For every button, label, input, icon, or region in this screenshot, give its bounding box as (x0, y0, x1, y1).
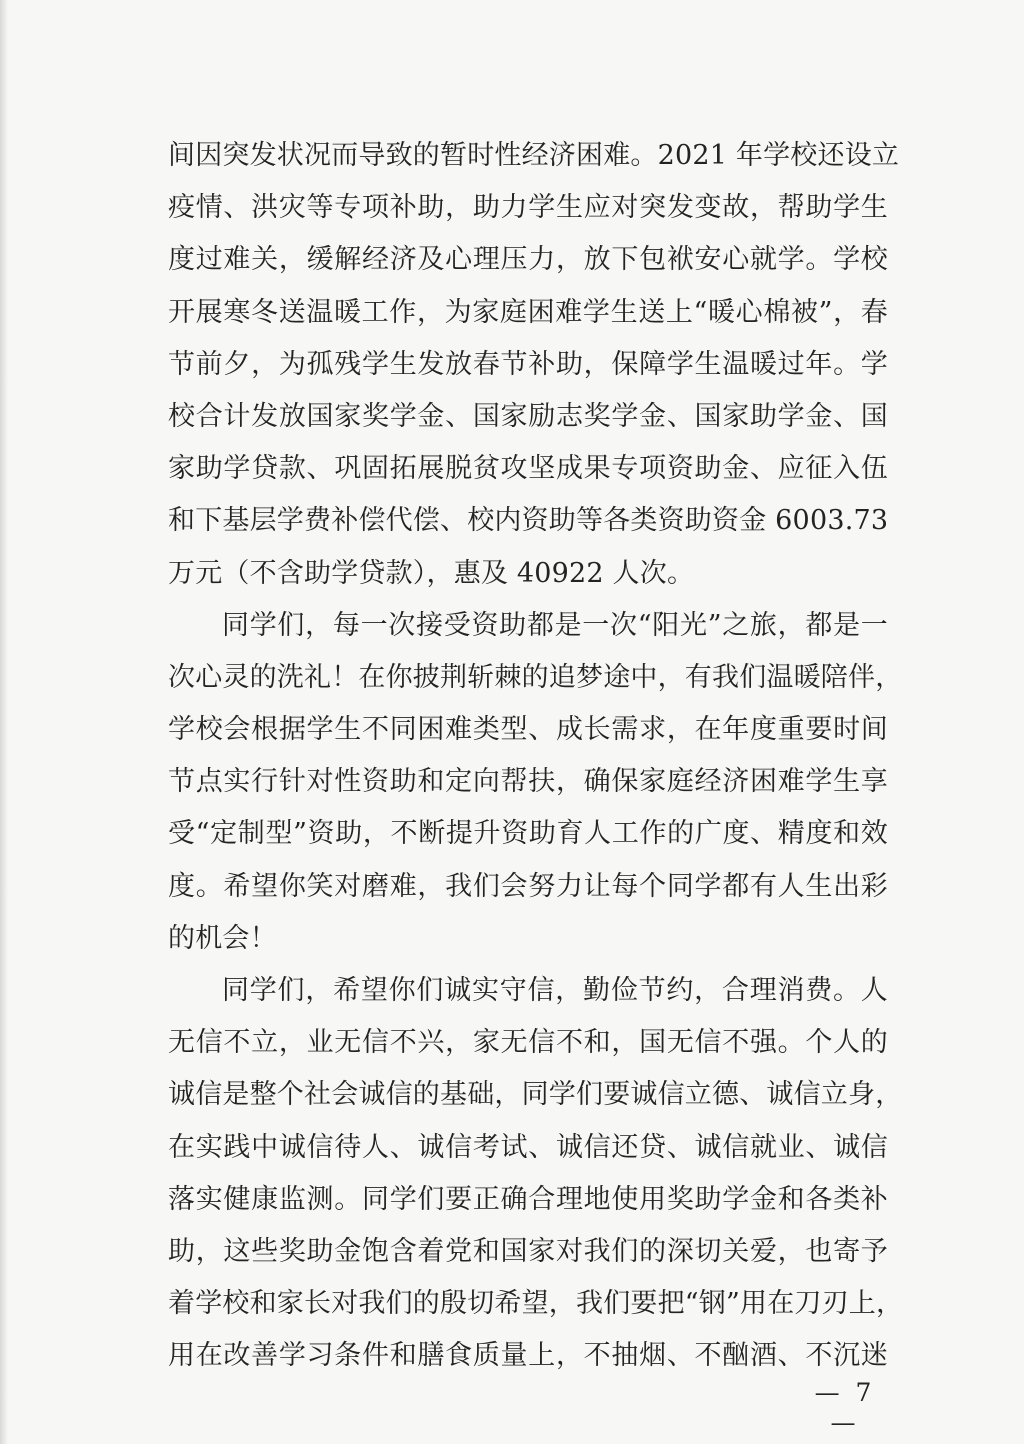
text-line: 开展寒冬送温暖工作，为家庭困难学生送上“暖心棉被”，春 (168, 296, 888, 328)
text-line: 诚信是整个社会诚信的基础，同学们要诚信立德、诚信立身， (168, 1079, 903, 1111)
scan-left-edge (0, 0, 8, 1444)
text-line: 节点实行针对性资助和定向帮扶，确保家庭经济困难学生享 (168, 766, 888, 798)
text-line: 同学们，希望你们诚实守信，勤俭节约，合理消费。人 (222, 975, 888, 1006)
text-line: 在实践中诚信待人、诚信考试、诚信还贷、诚信就业、诚信 (168, 1131, 888, 1163)
text-line: 校合计发放国家奖学金、国家励志奖学金、国家助学金、国 (168, 400, 888, 432)
text-line: 无信不立，业无信不兴，家无信不和，国无信不强。个人的 (168, 1027, 888, 1059)
text-line: 受“定制型”资助，不断提升资助育人工作的广度、精度和效 (168, 818, 888, 850)
text-line: 疫情、洪灾等专项补助，助力学生应对突发变故，帮助学生 (168, 192, 888, 224)
text-line: 学校会根据学生不同困难类型、成长需求，在年度重要时间 (168, 714, 888, 746)
text-line: 和下基层学费补偿代偿、校内资助等各类资助资金 6003.73 (168, 505, 889, 537)
text-line: 的机会！ (168, 922, 277, 954)
text-line: 万元（不含助学贷款），惠及 40922 人次。 (168, 557, 695, 589)
text-line: 间因突发状况而导致的暂时性经济困难。2021 年学校还设立 (168, 140, 900, 171)
text-line: 次心灵的洗礼！在你披荆斩棘的追梦途中，有我们温暖陪伴， (168, 661, 903, 693)
text-line: 落实健康监测。同学们要正确合理地使用奖助学金和各类补 (168, 1183, 888, 1215)
body-text (168, 130, 904, 1383)
text-line: 度。希望你笑对磨难，我们会努力让每个同学都有人生出彩 (168, 870, 888, 902)
text-line: 家助学贷款、巩固拓展脱贫攻坚成果专项资助金、应征入伍 (168, 453, 888, 485)
text-line: 用在改善学习条件和膳食质量上，不抽烟、不酗酒、不沉迷 (168, 1340, 888, 1372)
page-number: — 7 — (814, 1378, 876, 1437)
text-line: 助，这些奖助金饱含着党和国家对我们的深切关爱，也寄予 (168, 1235, 888, 1267)
text-line: 节前夕，为孤残学生发放春节补助，保障学生温暖过年。学 (168, 348, 888, 380)
text-line: 度过难关，缓解经济及心理压力，放下包袱安心就学。学校 (168, 244, 888, 276)
text-line: 同学们，每一次接受资助都是一次“阳光”之旅，都是一 (222, 609, 888, 641)
text-line: 着学校和家长对我们的殷切希望，我们要把“钢”用在刀刃上， (168, 1288, 904, 1320)
